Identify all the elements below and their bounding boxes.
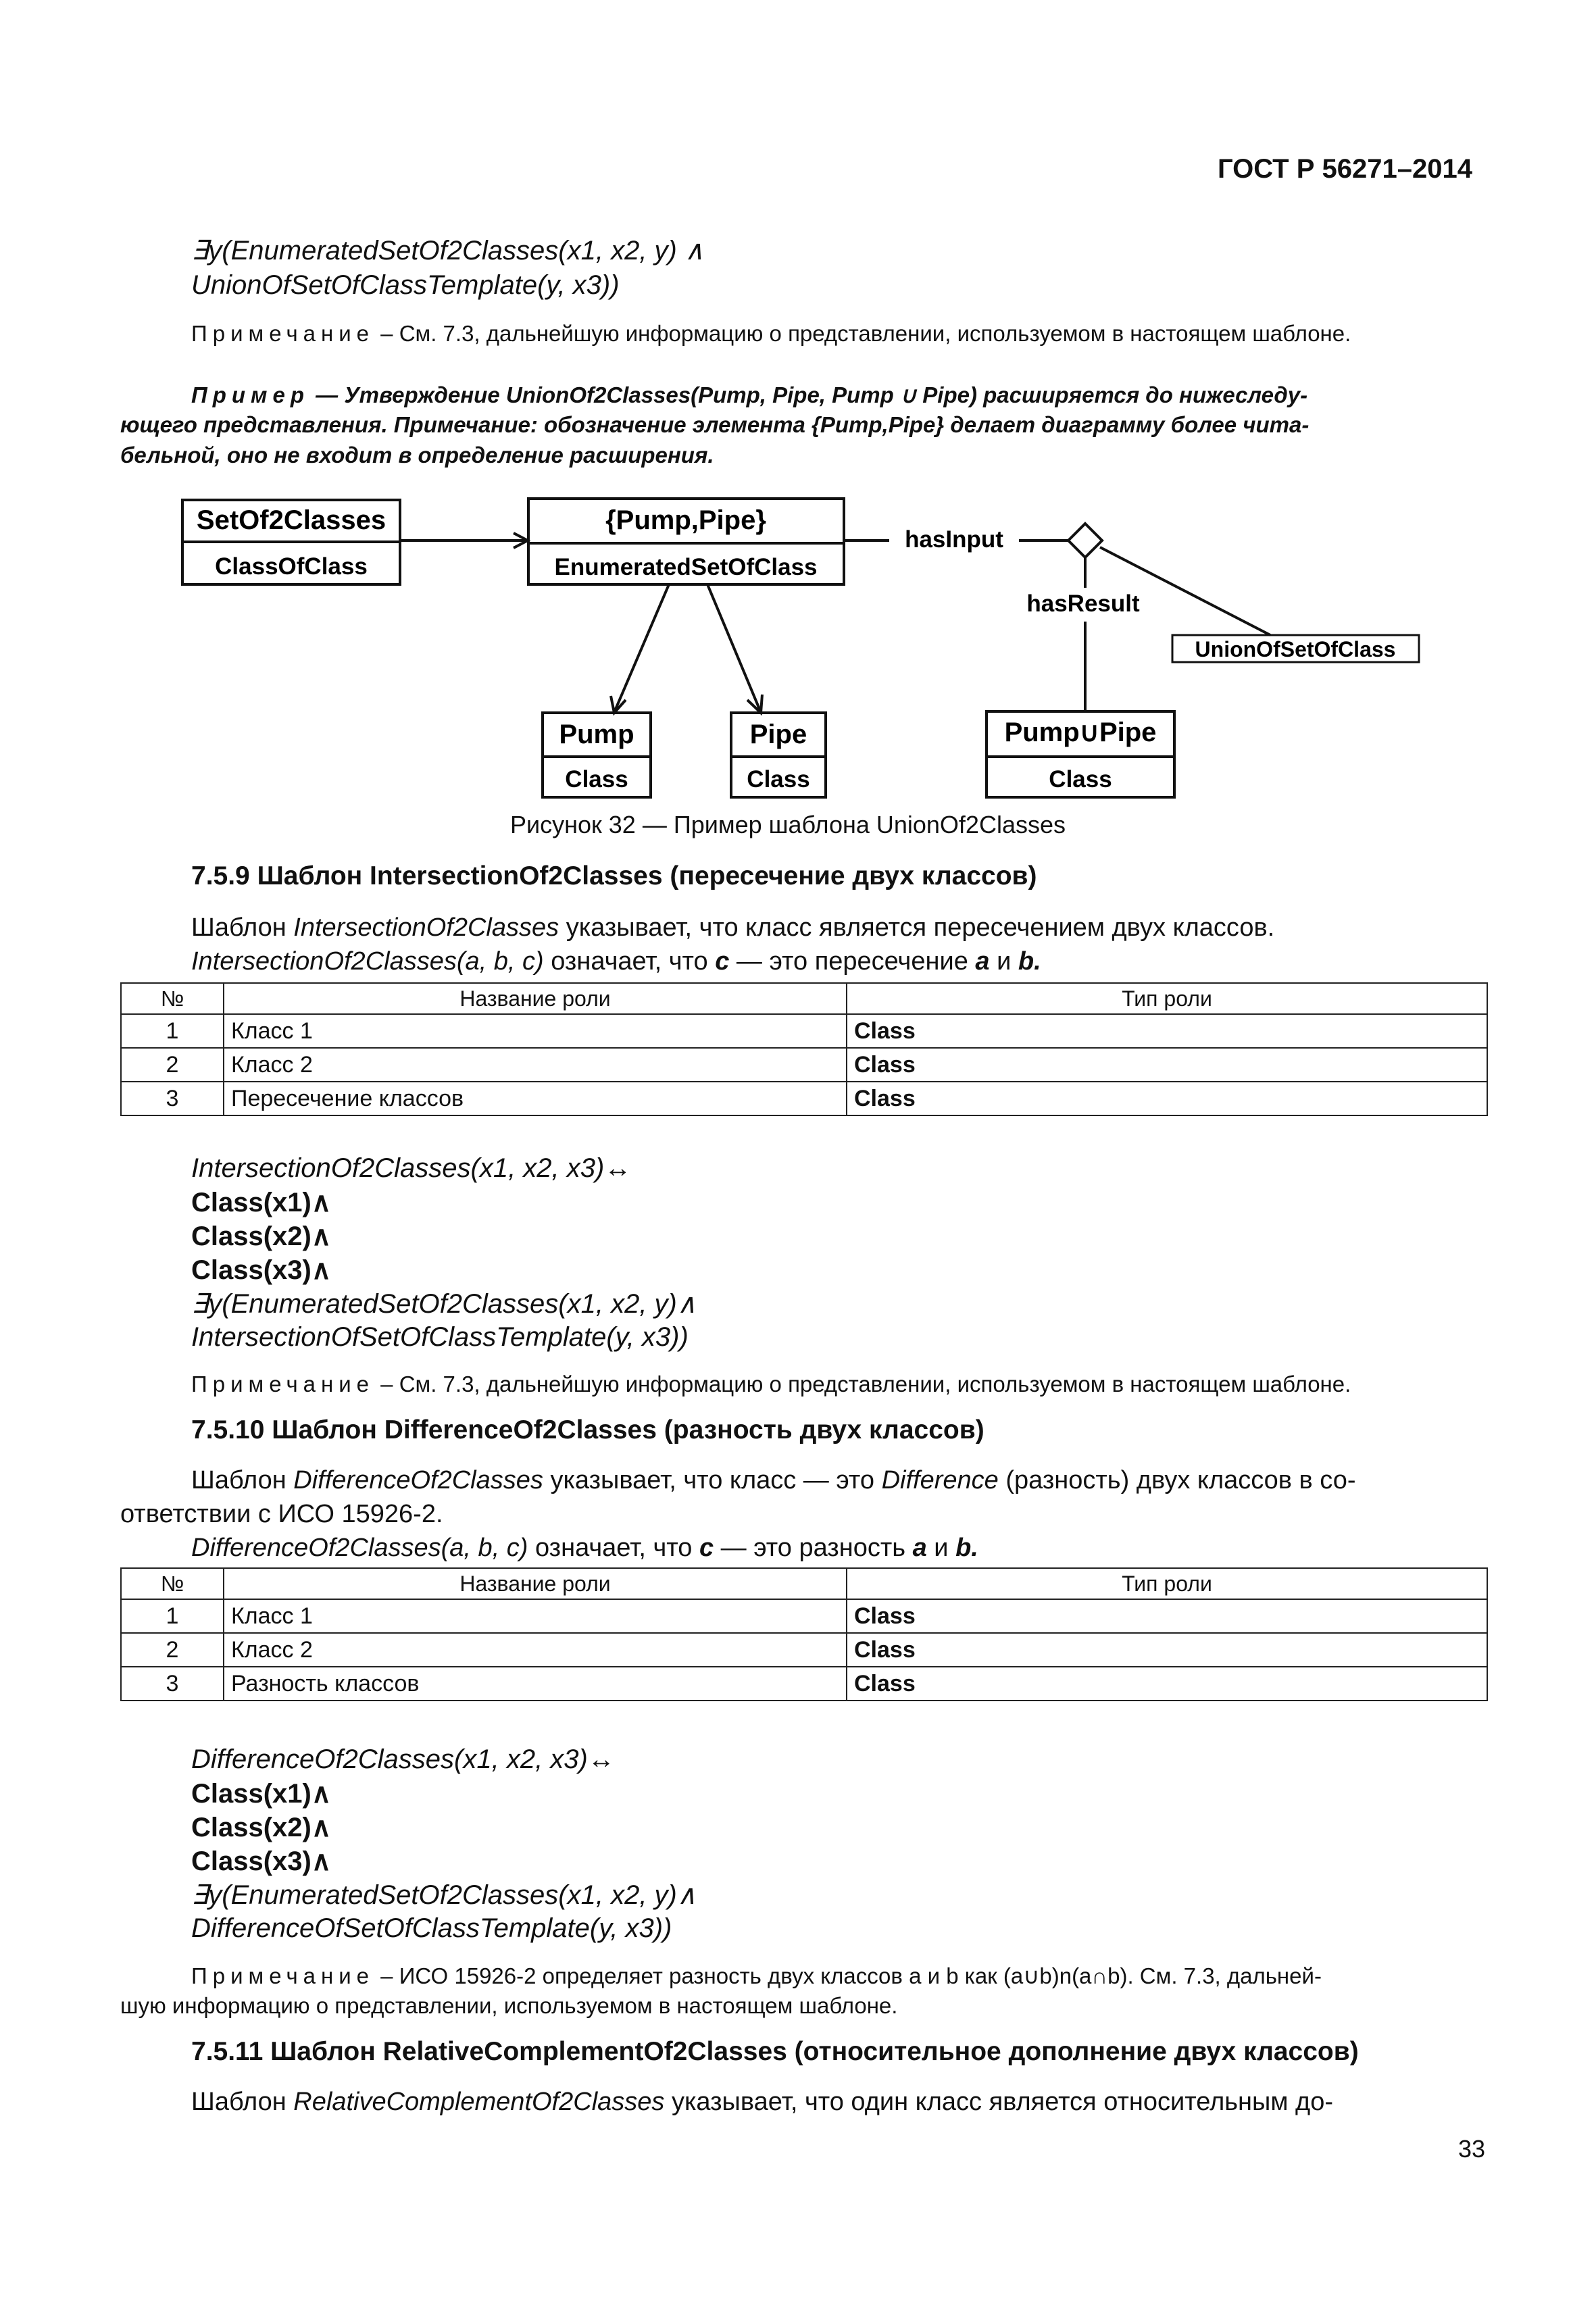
note-text: – См. 7.3, дальнейшую информацию о представлении, используемом в настоящем шаблоне. <box>374 321 1351 346</box>
section-7510-para2: DifferenceOf2Classes(a, b, c) означает, что c — это разность a и b. <box>191 1534 978 1562</box>
table-row: 3 Разность классов Class <box>121 1667 1487 1701</box>
col-role-name: Название роли <box>224 1568 847 1599</box>
top-formula-line2: UnionOfSetOfClassTemplate(y, x3)) <box>191 270 620 300</box>
col-role-type: Тип роли <box>847 1568 1487 1599</box>
col-number: № <box>121 983 224 1014</box>
union-diagram <box>0 0 1596 818</box>
section-759-para2: IntersectionOf2Classes(a, b, c) означает, что c — это пересечение a и b. <box>191 947 1041 976</box>
example-line2: ющего представления. Примечание: обозначение элемента {Pump,Pipe} делает диаграмму более чита- <box>120 412 1310 437</box>
formula-759-line3: Class(x2)∧ <box>191 1222 332 1251</box>
setof2-name: SetOf2Classes <box>196 505 386 535</box>
enum-pipe-line <box>707 584 760 711</box>
formula-7510-line3: Class(x2)∧ <box>191 1813 332 1842</box>
col-role-type: Тип роли <box>847 983 1487 1014</box>
table-row: 1 Класс 1 Class <box>121 1014 1487 1048</box>
table-row: 3 Пересечение классов Class <box>121 1082 1487 1115</box>
section-7510-heading: 7.5.10 Шаблон DifferenceOf2Classes (разность двух классов) <box>191 1415 984 1444</box>
formula-759-line1: IntersectionOf2Classes(x1, x2, x3)↔ <box>191 1153 632 1183</box>
section-759-para1: Шаблон IntersectionOf2Classes указывает, что класс является пересечением двух классов. <box>191 913 1275 942</box>
example-text: — Утверждение UnionOf2Classes(Pump, Pipe, Pump ∪ Pipe) расширяется до нижеследу- <box>309 382 1308 407</box>
top-formula-line1: ∃y(EnumeratedSetOf2Classes(x1, x2, y) ∧ <box>191 236 705 266</box>
section-759-heading: 7.5.9 Шаблон IntersectionOf2Classes (пересечение двух классов) <box>191 861 1037 890</box>
note-759: Примечание – См. 7.3, дальнейшую информацию о представлении, используемом в настоящем шаблоне. <box>191 1372 1351 1397</box>
section-7511-heading: 7.5.11 Шаблон RelativeComplementOf2Classes (относительное дополнение двух классов) <box>191 2037 1359 2066</box>
enum-name: {Pump,Pipe} <box>605 505 766 535</box>
formula-759-line5: ∃y(EnumeratedSetOf2Classes(x1, x2, y)∧ <box>191 1289 697 1319</box>
note-7510-line2: шую информацию о представлении, используемом в настоящем шаблоне. <box>120 1993 898 2018</box>
note-label: Примечание <box>191 321 375 346</box>
pipe-type: Class <box>747 766 810 793</box>
pump-type: Class <box>565 766 628 793</box>
note-7510: Примечание – ИСО 15926-2 определяет разность двух классов a и b как (a∪b)n(a∩b). См. 7.3, дальней- <box>191 1963 1322 1988</box>
formula-7510-line5: ∃y(EnumeratedSetOf2Classes(x1, x2, y)∧ <box>191 1880 697 1910</box>
section-7510-para1: Шаблон DifferenceOf2Classes указывает, что класс — это Difference (разность) двух классов в со- <box>191 1466 1356 1494</box>
table-header-row <box>121 983 1487 1014</box>
formula-7510-line1: DifferenceOf2Classes(x1, x2, x3)↔ <box>191 1744 615 1774</box>
roles-table-759 <box>120 982 1488 1116</box>
pump-name: Pump <box>559 720 634 749</box>
table-row: 1 Класс 1 Class <box>121 1599 1487 1633</box>
standard-number: ГОСТ Р 56271–2014 <box>1218 154 1472 184</box>
col-number: № <box>121 1568 224 1599</box>
setof2-type: ClassOfClass <box>215 553 368 580</box>
section-7511-para: Шаблон RelativeComplementOf2Classes указывает, что один класс является относительным до- <box>191 2088 1334 2116</box>
relation-diamond <box>1068 524 1102 557</box>
formula-759-line6: IntersectionOfSetOfClassTemplate(y, x3)) <box>191 1322 689 1352</box>
formula-7510-line6: DifferenceOfSetOfClassTemplate(y, x3)) <box>191 1913 672 1943</box>
enum-type: EnumeratedSetOfClass <box>554 554 818 580</box>
table-row: 2 Класс 2 Class <box>121 1633 1487 1667</box>
pipe-name: Pipe <box>749 720 807 749</box>
figure-caption: Рисунок 32 — Пример шаблона UnionOf2Classes <box>510 811 1066 838</box>
union-name: Pump∪Pipe <box>1004 718 1157 747</box>
union-template-label: UnionOfSetOfClass <box>1195 637 1396 661</box>
has-result-label: hasResult <box>1026 590 1140 617</box>
example-line3: бельной, оно не входит в определение расширения. <box>120 443 714 468</box>
enum-pump-line <box>615 584 669 711</box>
formula-7510-line4: Class(x3)∧ <box>191 1846 332 1876</box>
formula-759-line4: Class(x3)∧ <box>191 1255 332 1285</box>
table-header-row <box>121 1568 1487 1599</box>
formula-759-line2: Class(x1)∧ <box>191 1188 332 1217</box>
col-role-name: Название роли <box>224 983 847 1014</box>
example-label: Пример <box>191 382 309 407</box>
formula-7510-line2: Class(x1)∧ <box>191 1779 332 1809</box>
page-number: 33 <box>1458 2135 1486 2163</box>
section-7510-para1-line2: ответствии с ИСО 15926-2. <box>120 1500 443 1528</box>
table-row: 2 Класс 2 Class <box>121 1048 1487 1082</box>
union-type: Class <box>1049 766 1112 793</box>
has-input-label: hasInput <box>905 526 1003 553</box>
roles-table-7510 <box>120 1567 1488 1701</box>
